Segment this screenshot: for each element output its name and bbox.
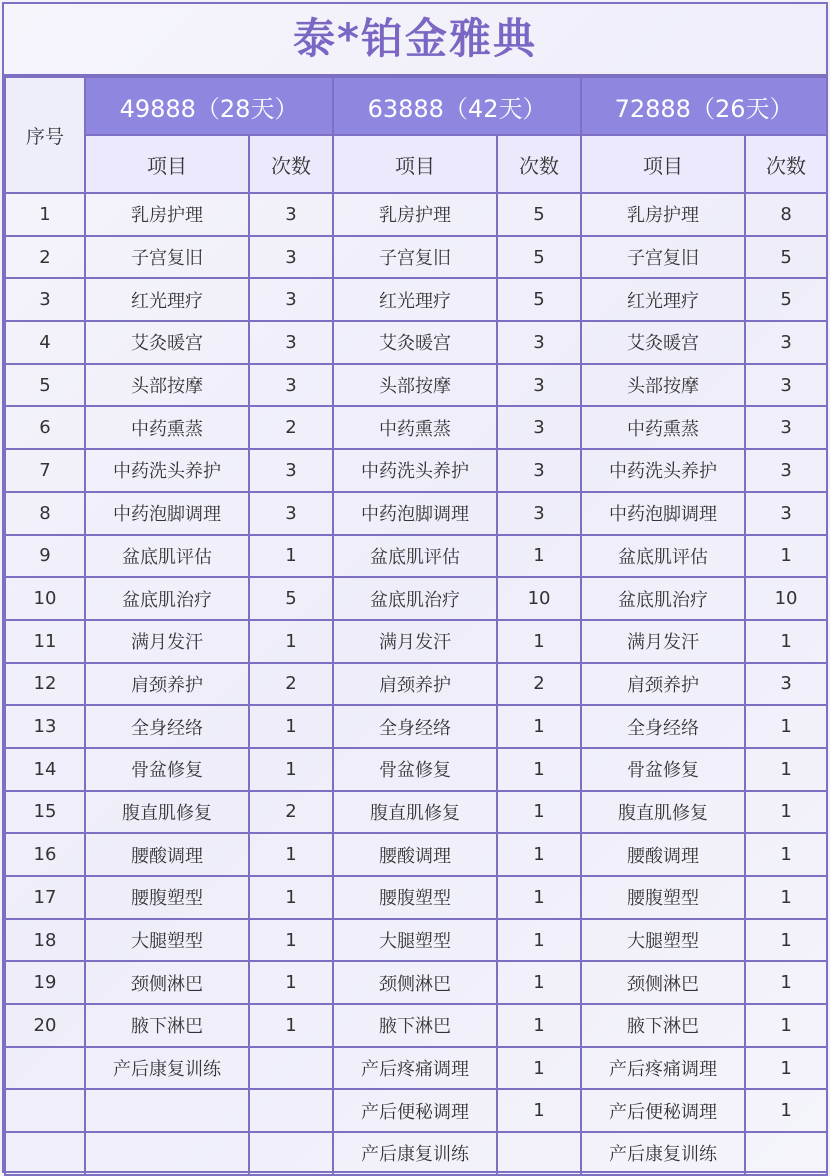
row-index: 2 — [5, 236, 85, 279]
package-1-count: 3 — [249, 449, 333, 492]
package-1-count: 2 — [249, 791, 333, 834]
package-3-count: 10 — [745, 577, 827, 620]
package-1-item: 满月发汗 — [85, 620, 249, 663]
package-1-item: 乳房护理 — [85, 193, 249, 236]
package-2-item: 盆底肌治疗 — [333, 577, 497, 620]
table-row — [5, 406, 827, 449]
table-row — [5, 961, 827, 1004]
row-index: 11 — [5, 620, 85, 663]
package-1-count: 2 — [249, 663, 333, 706]
package-2-item: 中药洗头养护 — [333, 449, 497, 492]
package-3-count: 1 — [745, 791, 827, 834]
package-1-count: 1 — [249, 535, 333, 578]
package-2-item: 满月发汗 — [333, 620, 497, 663]
package-1-item: 子宫复旧 — [85, 236, 249, 279]
package-2-count: 1 — [497, 620, 581, 663]
table-row — [5, 748, 827, 791]
package-2-item: 红光理疗 — [333, 278, 497, 321]
page-title: 泰*铂金雅典 — [4, 4, 826, 76]
package-2-count: 1 — [497, 1047, 581, 1090]
package-1-count: 5 — [249, 577, 333, 620]
package-2-count: 5 — [497, 278, 581, 321]
package-1-item: 中药泡脚调理 — [85, 492, 249, 535]
package-3-item: 产后康复训练 — [581, 1132, 745, 1175]
table-row — [5, 492, 827, 535]
table-row — [5, 705, 827, 748]
package-3-count: 1 — [745, 1089, 827, 1132]
row-index: 12 — [5, 663, 85, 706]
row-index: 7 — [5, 449, 85, 492]
package-2-count: 1 — [497, 705, 581, 748]
row-index: 17 — [5, 876, 85, 919]
package-1-count: 3 — [249, 321, 333, 364]
table-row — [5, 1089, 827, 1132]
package-3-count: 5 — [745, 278, 827, 321]
table-row — [5, 321, 827, 364]
package-2-count: 3 — [497, 406, 581, 449]
package-3-count: 1 — [745, 748, 827, 791]
row-index: 13 — [5, 705, 85, 748]
package-2-count: 1 — [497, 535, 581, 578]
table-row — [5, 1047, 827, 1090]
package-1-header: 49888（28天） — [85, 77, 333, 135]
row-index: 19 — [5, 961, 85, 1004]
package-3-count: 1 — [745, 535, 827, 578]
package-3-item: 头部按摩 — [581, 364, 745, 407]
package-2-count: 3 — [497, 449, 581, 492]
item-header: 项目 — [333, 135, 497, 193]
row-index: 14 — [5, 748, 85, 791]
row-index — [5, 1132, 85, 1175]
package-3-item: 大腿塑型 — [581, 919, 745, 962]
package-3-count: 1 — [745, 1047, 827, 1090]
package-1-count: 1 — [249, 919, 333, 962]
package-2-count: 5 — [497, 193, 581, 236]
package-3-count: 1 — [745, 919, 827, 962]
package-3-item: 中药熏蒸 — [581, 406, 745, 449]
package-3-count: 3 — [745, 364, 827, 407]
table-row — [5, 278, 827, 321]
table-row — [5, 1004, 827, 1047]
package-3-item: 肩颈养护 — [581, 663, 745, 706]
package-1-item: 艾灸暖宫 — [85, 321, 249, 364]
package-3-count: 1 — [745, 961, 827, 1004]
package-2-item: 产后康复训练 — [333, 1132, 497, 1175]
index-header: 序号 — [5, 77, 85, 193]
package-2-count: 1 — [497, 919, 581, 962]
package-1-item: 产后康复训练 — [85, 1047, 249, 1090]
package-3-item: 满月发汗 — [581, 620, 745, 663]
package-2-item: 盆底肌评估 — [333, 535, 497, 578]
package-2-item: 乳房护理 — [333, 193, 497, 236]
package-2-count: 1 — [497, 791, 581, 834]
package-2-count: 1 — [497, 1004, 581, 1047]
package-3-item: 中药洗头养护 — [581, 449, 745, 492]
package-3-item: 腹直肌修复 — [581, 791, 745, 834]
package-2-count: 3 — [497, 492, 581, 535]
package-2-count: 1 — [497, 1089, 581, 1132]
package-1-item: 中药洗头养护 — [85, 449, 249, 492]
package-1-count — [249, 1047, 333, 1090]
price-sheet — [2, 2, 828, 1173]
row-index — [5, 1047, 85, 1090]
package-1-count: 2 — [249, 406, 333, 449]
package-1-item — [85, 1089, 249, 1132]
package-2-item: 头部按摩 — [333, 364, 497, 407]
package-2-count: 10 — [497, 577, 581, 620]
package-3-header: 72888（26天） — [581, 77, 827, 135]
package-1-count: 1 — [249, 833, 333, 876]
column-header-row — [5, 135, 827, 193]
package-1-item: 颈侧淋巴 — [85, 961, 249, 1004]
row-index: 1 — [5, 193, 85, 236]
package-3-item: 产后疼痛调理 — [581, 1047, 745, 1090]
table-body — [5, 193, 827, 1175]
count-header: 次数 — [249, 135, 333, 193]
package-1-item: 中药熏蒸 — [85, 406, 249, 449]
package-3-count — [745, 1132, 827, 1175]
package-1-item: 腰酸调理 — [85, 833, 249, 876]
package-3-item: 中药泡脚调理 — [581, 492, 745, 535]
row-index: 4 — [5, 321, 85, 364]
package-1-item: 大腿塑型 — [85, 919, 249, 962]
row-index: 9 — [5, 535, 85, 578]
package-2-count: 1 — [497, 833, 581, 876]
package-1-count: 1 — [249, 961, 333, 1004]
package-1-count — [249, 1132, 333, 1175]
row-index: 8 — [5, 492, 85, 535]
package-1-item: 骨盆修复 — [85, 748, 249, 791]
table-row — [5, 919, 827, 962]
table-row — [5, 833, 827, 876]
package-2-item: 全身经络 — [333, 705, 497, 748]
package-table — [4, 76, 828, 1176]
package-2-count: 1 — [497, 961, 581, 1004]
package-1-count: 1 — [249, 876, 333, 919]
package-3-item: 颈侧淋巴 — [581, 961, 745, 1004]
row-index — [5, 1089, 85, 1132]
table-row — [5, 620, 827, 663]
package-2-item: 中药熏蒸 — [333, 406, 497, 449]
package-2-item: 肩颈养护 — [333, 663, 497, 706]
package-header-row — [5, 77, 827, 135]
package-3-count: 8 — [745, 193, 827, 236]
package-2-item: 颈侧淋巴 — [333, 961, 497, 1004]
package-1-item: 盆底肌治疗 — [85, 577, 249, 620]
package-2-item: 产后疼痛调理 — [333, 1047, 497, 1090]
package-1-count: 3 — [249, 492, 333, 535]
table-row — [5, 1132, 827, 1175]
table-row — [5, 876, 827, 919]
package-1-count: 3 — [249, 236, 333, 279]
package-3-item: 红光理疗 — [581, 278, 745, 321]
package-2-count: 3 — [497, 364, 581, 407]
package-2-item: 中药泡脚调理 — [333, 492, 497, 535]
table-row — [5, 577, 827, 620]
package-3-count: 3 — [745, 663, 827, 706]
package-3-count: 3 — [745, 492, 827, 535]
package-1-count: 1 — [249, 705, 333, 748]
package-1-item: 红光理疗 — [85, 278, 249, 321]
package-2-count: 2 — [497, 663, 581, 706]
table-row — [5, 791, 827, 834]
package-1-count: 3 — [249, 193, 333, 236]
row-index: 10 — [5, 577, 85, 620]
table-row — [5, 193, 827, 236]
package-1-item: 头部按摩 — [85, 364, 249, 407]
table-row — [5, 535, 827, 578]
package-2-header: 63888（42天） — [333, 77, 581, 135]
package-2-item: 腰腹塑型 — [333, 876, 497, 919]
row-index: 20 — [5, 1004, 85, 1047]
package-3-count: 3 — [745, 406, 827, 449]
row-index: 5 — [5, 364, 85, 407]
package-1-count — [249, 1089, 333, 1132]
package-3-item: 乳房护理 — [581, 193, 745, 236]
package-3-item: 盆底肌治疗 — [581, 577, 745, 620]
table-row — [5, 364, 827, 407]
item-header: 项目 — [581, 135, 745, 193]
package-1-item: 腰腹塑型 — [85, 876, 249, 919]
package-3-item: 全身经络 — [581, 705, 745, 748]
package-2-item: 艾灸暖宫 — [333, 321, 497, 364]
package-3-item: 产后便秘调理 — [581, 1089, 745, 1132]
package-1-count: 1 — [249, 1004, 333, 1047]
package-3-item: 盆底肌评估 — [581, 535, 745, 578]
row-index: 15 — [5, 791, 85, 834]
package-2-count: 5 — [497, 236, 581, 279]
package-1-item: 盆底肌评估 — [85, 535, 249, 578]
count-header: 次数 — [497, 135, 581, 193]
package-2-count: 3 — [497, 321, 581, 364]
package-1-item: 腹直肌修复 — [85, 791, 249, 834]
package-1-item: 全身经络 — [85, 705, 249, 748]
package-3-item: 腰腹塑型 — [581, 876, 745, 919]
package-3-count: 5 — [745, 236, 827, 279]
package-3-item: 子宫复旧 — [581, 236, 745, 279]
row-index: 18 — [5, 919, 85, 962]
package-2-item: 大腿塑型 — [333, 919, 497, 962]
package-3-item: 腋下淋巴 — [581, 1004, 745, 1047]
package-1-count: 3 — [249, 278, 333, 321]
table-row — [5, 449, 827, 492]
row-index: 16 — [5, 833, 85, 876]
package-2-item: 骨盆修复 — [333, 748, 497, 791]
row-index: 6 — [5, 406, 85, 449]
package-3-count: 3 — [745, 449, 827, 492]
package-3-count: 3 — [745, 321, 827, 364]
package-1-count: 1 — [249, 748, 333, 791]
package-2-count: 1 — [497, 876, 581, 919]
package-1-item — [85, 1132, 249, 1175]
package-2-item: 腰酸调理 — [333, 833, 497, 876]
package-3-item: 骨盆修复 — [581, 748, 745, 791]
package-1-item: 腋下淋巴 — [85, 1004, 249, 1047]
package-3-count: 1 — [745, 833, 827, 876]
package-1-item: 肩颈养护 — [85, 663, 249, 706]
package-3-count: 1 — [745, 1004, 827, 1047]
package-2-count — [497, 1132, 581, 1175]
table-row — [5, 663, 827, 706]
package-2-item: 腋下淋巴 — [333, 1004, 497, 1047]
item-header: 项目 — [85, 135, 249, 193]
package-2-count: 1 — [497, 748, 581, 791]
package-1-count: 1 — [249, 620, 333, 663]
package-3-item: 腰酸调理 — [581, 833, 745, 876]
package-3-count: 1 — [745, 705, 827, 748]
package-3-count: 1 — [745, 620, 827, 663]
row-index: 3 — [5, 278, 85, 321]
package-3-item: 艾灸暖宫 — [581, 321, 745, 364]
package-3-count: 1 — [745, 876, 827, 919]
package-2-item: 腹直肌修复 — [333, 791, 497, 834]
table-row — [5, 236, 827, 279]
count-header: 次数 — [745, 135, 827, 193]
package-2-item: 产后便秘调理 — [333, 1089, 497, 1132]
package-1-count: 3 — [249, 364, 333, 407]
package-2-item: 子宫复旧 — [333, 236, 497, 279]
